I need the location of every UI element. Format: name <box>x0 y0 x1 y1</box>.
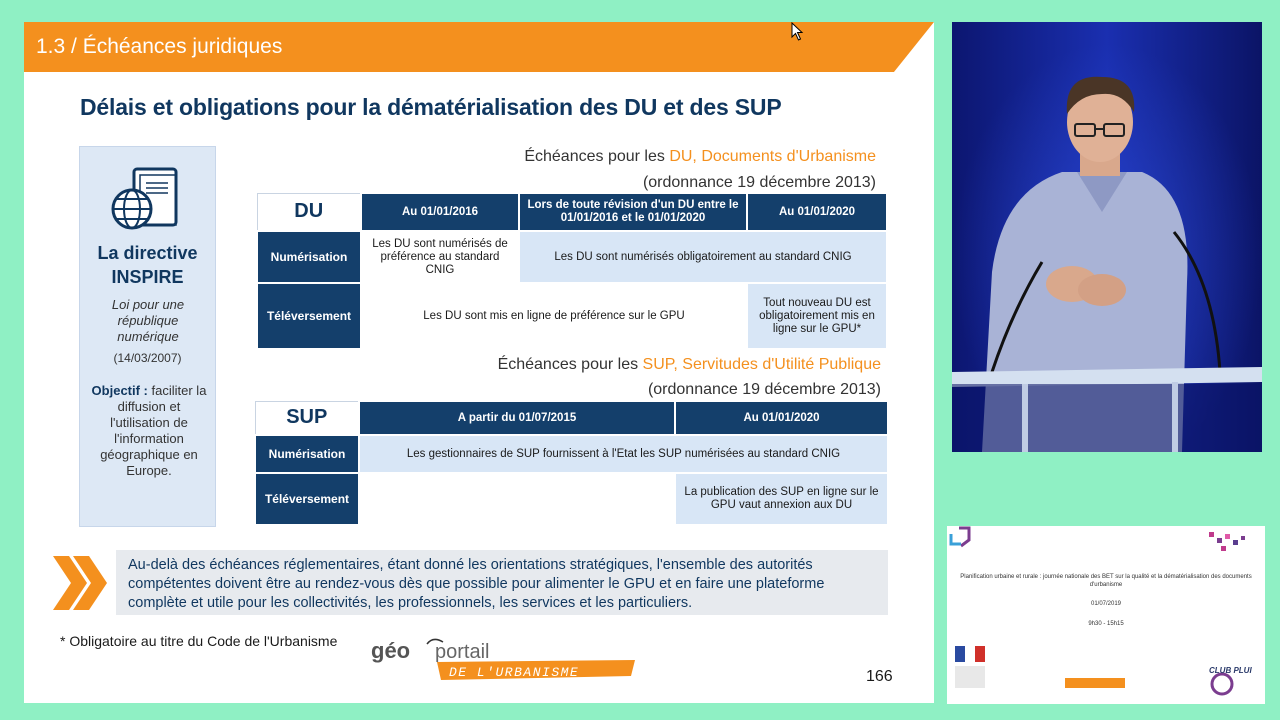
inspire-title-line1: La directive <box>97 243 198 263</box>
club-plui-logo: CLUB PLUI <box>1209 666 1252 675</box>
double-chevron-icon <box>51 554 109 612</box>
du-row-label-numerisation: Numérisation <box>257 231 361 283</box>
du-header-1: Au 01/01/2016 <box>361 193 519 231</box>
sup-header-2: Au 01/01/2020 <box>675 401 888 435</box>
logo-portail-text: portail <box>435 641 490 663</box>
logo-geo-text: géo <box>371 638 411 663</box>
du-table-corner: DU <box>257 193 361 231</box>
geoportail-urbanisme-logo <box>369 634 639 684</box>
table-row <box>257 283 887 349</box>
objective-label: Objectif : <box>91 383 148 398</box>
thumbnail-title: Planification urbaine et rurale : journée nationale des BET sur la qualité et la dématérialisation des documents d'urbanisme <box>960 574 1252 588</box>
inspire-date: (14/03/2007) <box>113 351 182 365</box>
du-cell: Les DU sont numérisés obligatoirement au standard CNIG <box>519 231 887 283</box>
table-row <box>255 435 888 473</box>
du-cell: Les DU sont mis en ligne de préférence sur le GPU <box>361 283 747 349</box>
sup-cell: Les gestionnaires de SUP fournissent à l'Etat les SUP numérisées au standard CNIG <box>359 435 888 473</box>
speaker-video <box>952 22 1262 452</box>
du-caption-highlight: DU, Documents d'Urbanisme <box>669 148 876 165</box>
objective-text: faciliter la diffusion et l'utilisation de l'information géographique en Europe. <box>100 383 207 478</box>
sup-row-label-televersement: Téléversement <box>255 473 359 525</box>
section-title: 1.3 / Échéances juridiques <box>36 35 283 58</box>
du-header-3: Au 01/01/2020 <box>747 193 887 231</box>
du-cell: Tout nouveau DU est obligatoirement mis en ligne sur le GPU* <box>747 283 887 349</box>
sup-caption <box>498 356 881 374</box>
sup-cell <box>359 473 675 525</box>
sup-cell: La publication des SUP en ligne sur le GPU vaut annexion aux DU <box>675 473 888 525</box>
strategic-note: Au-delà des échéances réglementaires, étant donné les orientations stratégiques, l'ensemble des autorités compétentes doivent être au rendez-vous dès que possible pour alimenter le GPU et en faire une plateforme complète et utile pour les collectivités, les professionnels, les services et les particuliers. <box>116 550 888 615</box>
thumbnail-hours: 9h30 - 15h15 <box>1088 621 1124 627</box>
du-header-2: Lors de toute révision d'un DU entre le 01/01/2016 et le 01/01/2020 <box>519 193 747 231</box>
sup-table-corner: SUP <box>255 401 359 435</box>
thumbnail-date: 01/07/2019 <box>1090 601 1122 607</box>
du-caption <box>524 148 876 166</box>
sup-table <box>254 400 889 526</box>
footnote: * Obligatoire au titre du Code de l'Urbanisme <box>60 633 338 649</box>
page-number: 166 <box>866 668 893 685</box>
sup-ordinance: (ordonnance 19 décembre 2013) <box>647 381 881 398</box>
event-thumbnail <box>947 526 1265 704</box>
thumbnail-decor <box>947 526 1265 704</box>
table-row <box>257 231 887 283</box>
table-row <box>257 193 887 231</box>
du-table <box>256 192 888 350</box>
inspire-title-line2: INSPIRE <box>111 267 184 287</box>
du-caption-prefix: Échéances pour les <box>524 148 670 165</box>
sup-caption-highlight: SUP, Servitudes d'Utilité Publique <box>642 356 881 373</box>
inspire-panel <box>79 146 216 527</box>
slide-heading: Délais et obligations pour la dématérialisation des DU et des SUP <box>80 94 782 120</box>
inspire-law: Loi pour une république numérique <box>111 297 185 344</box>
speaker-video-frame <box>952 22 1262 452</box>
sup-row-label-numerisation: Numérisation <box>255 435 359 473</box>
logo-urbanisme-text: DE L'URBANISME <box>449 665 580 680</box>
globe-document-icon <box>110 167 182 231</box>
presentation-slide <box>24 22 934 703</box>
table-row <box>255 401 888 435</box>
mouse-cursor-icon <box>791 22 805 42</box>
du-cell: Les DU sont numérisés de préférence au standard CNIG <box>361 231 519 283</box>
du-ordinance: (ordonnance 19 décembre 2013) <box>642 174 876 191</box>
inspire-objective <box>90 383 208 479</box>
sup-caption-prefix: Échéances pour les <box>497 356 643 373</box>
table-row <box>255 473 888 525</box>
du-row-label-televersement: Téléversement <box>257 283 361 349</box>
sup-header-1: A partir du 01/07/2015 <box>359 401 675 435</box>
